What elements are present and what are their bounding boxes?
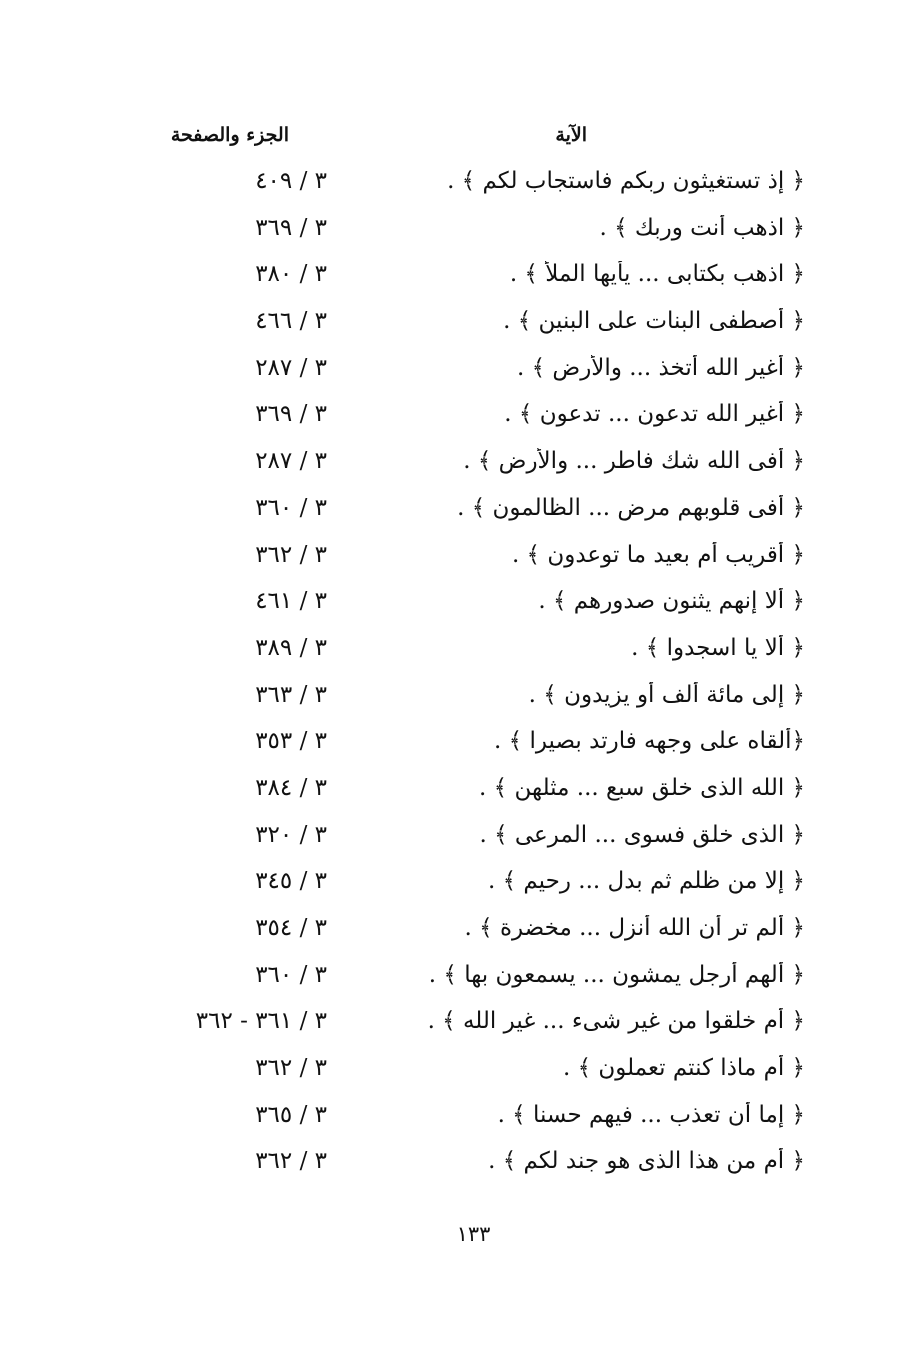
aya-text: ﴿ ألا إنهم يثنون صدورهم ﴾ . [538,588,805,615]
table-row [0,629,917,676]
table-row [0,442,917,489]
aya-text: ﴿ الله الذى خلق سبع ... مثلهن ﴾ . [479,774,805,801]
table-row [0,255,917,302]
table-row [0,676,917,723]
aya-text: ﴿ اذهب بكتابى ... يأيها الملأ ﴾ . [509,261,805,288]
aya-text: ﴿ إما أن تعذب ... فيهم حسنا ﴾ . [497,1101,805,1128]
aya-text: ﴿ألقاه على وجهه فارتد بصيرا ﴾ . [494,728,805,755]
table-row [0,209,917,256]
volume-page-reference: ٣ / ٢٨٧ [255,448,327,475]
table-row [0,769,917,816]
volume-page-reference: ٣ / ٢٨٧ [255,354,327,381]
table-row [0,862,917,909]
page-footer [0,1222,917,1246]
aya-text: ﴿ أغير الله تدعون ... تدعون ﴾ . [504,401,805,428]
aya-text: ﴿ أفى الله شك فاطر ... والأرض ﴾ . [463,448,805,475]
volume-page-reference: ٣ / ٣٨٠ [255,261,327,288]
volume-page-reference: ٣ / ٣٦٣ [255,681,327,708]
volume-page-reference: ٣ / ٣٨٩ [255,634,327,661]
aya-text: ﴿ ألا يا اسجدوا ﴾ . [631,634,805,661]
aya-text: ﴿ أصطفى البنات على البنين ﴾ . [503,308,805,335]
table-row [0,1142,917,1189]
aya-text: ﴿ أم من هذا الذى هو جند لكم ﴾ . [488,1148,805,1175]
aya-text: ﴿ اذهب أنت وربك ﴾ . [599,214,805,241]
aya-column-header: الآية [555,124,587,146]
volume-page-reference: ٣ / ٤٠٩ [255,168,327,194]
volume-page-reference: ٣ / ٣٢٠ [255,821,327,848]
volume-page-reference: ٣ / ٣٤٥ [255,868,327,895]
table-row [0,302,917,349]
table-row [0,816,917,863]
volume-page-reference: ٣ / ٤٦١ [255,588,327,615]
volume-page-reference: ٣ / ٣٥٣ [255,728,327,755]
volume-page-reference: ٣ / ٣٨٤ [255,774,327,801]
volume-page-reference: ٣ / ٣٦٢ [255,541,327,568]
table-row [0,1096,917,1143]
volume-page-reference: ٣ / ٣٦٢ [255,1148,327,1175]
page-number: ١٣٣ [456,1222,491,1246]
aya-text: ﴿ أم خلقوا من غير شىء ... غير الله ﴾ . [427,1008,805,1035]
volume-page-reference: ٣ / ٣٥٤ [255,915,327,941]
table-row [0,349,917,396]
aya-text: ﴿ إلا من ظلم ثم بدل ... رحيم ﴾ . [487,868,805,895]
volume-page-reference: ٣ / ٣٦٠ [255,494,327,521]
aya-text: ﴿ أفى قلوبهم مرض ... الظالمون ﴾ . [457,494,805,521]
volume-page-reference: ٣ / ٣٦٩ [255,214,327,241]
aya-text: ﴿ ألهم أرجل يمشون ... يسمعون بها ﴾ . [428,961,805,988]
volume-page-reference: ٣ / ٣٦٩ [255,401,327,428]
table-row [0,162,917,209]
index-table [0,162,917,1189]
table-row [0,909,917,956]
reference-column-header: الجزء والصفحة [170,124,289,146]
volume-page-reference: ٣ / ٣٦١ - ٣٦٢ [195,1008,327,1035]
table-row [0,1002,917,1049]
volume-page-reference: ٣ / ٣٦٢ [255,1055,327,1082]
volume-page-reference: ٣ / ٤٦٦ [255,308,327,335]
aya-text: ﴿ إلى مائة ألف أو يزيدون ﴾ . [528,681,805,708]
table-row [0,582,917,629]
table-row [0,1049,917,1096]
table-row [0,536,917,583]
aya-text: ﴿ ألم تر أن الله أنزل ... مخضرة ﴾ . [464,915,805,941]
aya-text: ﴿ الذى خلق فسوى ... المرعى ﴾ . [479,821,805,848]
table-row [0,395,917,442]
table-row [0,489,917,536]
table-row [0,722,917,769]
aya-text: ﴿ أقريب أم بعيد ما توعدون ﴾ . [511,541,805,568]
volume-page-reference: ٣ / ٣٦٠ [255,961,327,988]
aya-text: ﴿ أغير الله أتخذ ... والأرض ﴾ . [516,354,805,381]
aya-text: ﴿ أم ماذا كنتم تعملون ﴾ . [562,1055,805,1082]
aya-text: ﴿ إذ تستغيثون ربكم فاستجاب لكم ﴾ . [447,168,805,194]
table-header [0,124,917,156]
volume-page-reference: ٣ / ٣٦٥ [255,1101,327,1128]
table-row [0,956,917,1003]
